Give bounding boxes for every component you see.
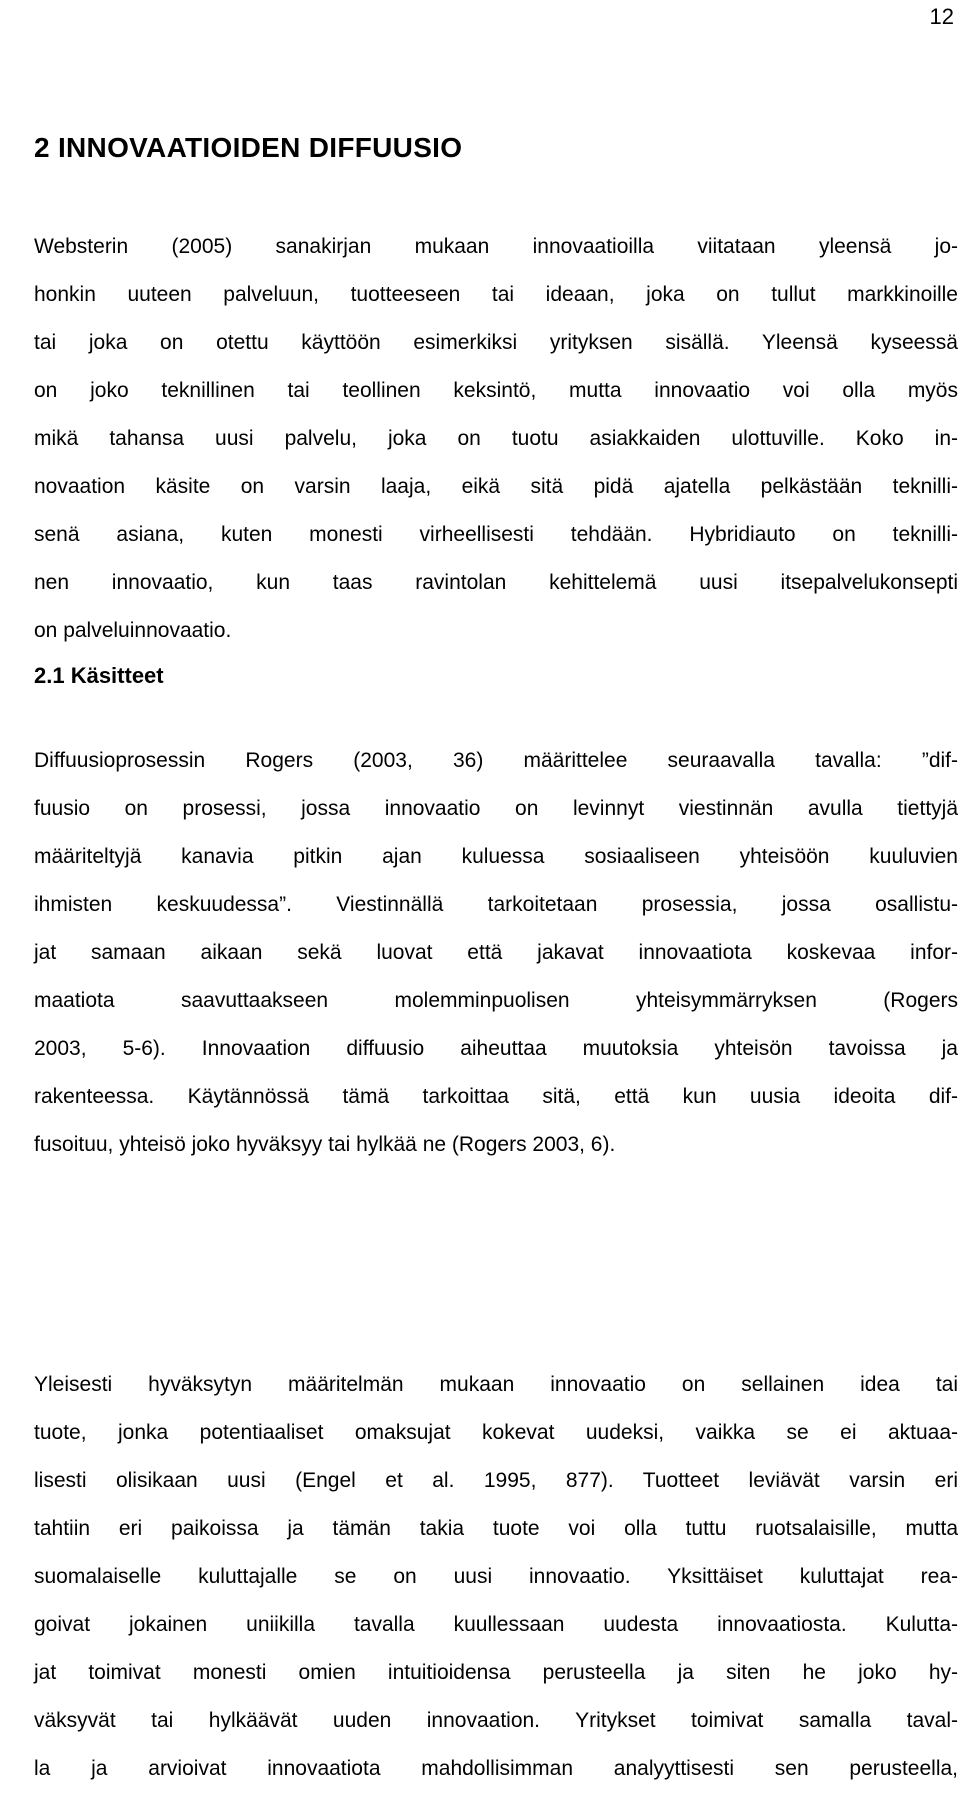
paragraph-intro bbox=[34, 223, 958, 655]
text-line: honkin uuteen palveluun, tuotteeseen tai ideaan, joka on tullut markkinoille bbox=[34, 283, 958, 306]
section-heading: 2.1 Käsitteet bbox=[34, 663, 164, 688]
text-line: jat samaan aikaan sekä luovat että jakavat innovaatiota koskevaa infor- bbox=[34, 941, 958, 964]
text-line: nen innovaatio, kun taas ravintolan kehittelemä uusi itsepalvelukonsepti bbox=[34, 571, 958, 594]
text-line: määriteltyjä kanavia pitkin ajan kuluessa sosiaaliseen yhteisöön kuuluvien bbox=[34, 845, 958, 868]
paragraph-innovation-definition bbox=[34, 1361, 958, 1793]
text-line: 2003, 5-6). Innovaation diffuusio aiheuttaa muutoksia yhteisön tavoissa ja bbox=[34, 1037, 958, 1060]
text-line: fusoituu, yhteisö joko hyväksyy tai hylkää ne (Rogers 2003, 6). bbox=[34, 1133, 616, 1156]
text-line: väksyvät tai hylkäävät uuden innovaation. Yritykset toimivat samalla taval- bbox=[34, 1709, 958, 1732]
paragraph-diffusion-definition bbox=[34, 737, 958, 1169]
text-line: la ja arvioivat innovaatiota mahdollisimman analyyttisesti sen perusteella, bbox=[34, 1757, 958, 1780]
text-line: mikä tahansa uusi palvelu, joka on tuotu asiakkaiden ulottuville. Koko in- bbox=[34, 427, 958, 450]
text-line: jat toimivat monesti omien intuitioidensa perusteella ja siten he joko hy- bbox=[34, 1661, 958, 1684]
text-line: suomalaiselle kuluttajalle se on uusi innovaatio. Yksittäiset kuluttajat rea- bbox=[34, 1565, 958, 1588]
text-line: on joko teknillinen tai teollinen keksintö, mutta innovaatio voi olla myös bbox=[34, 379, 958, 402]
text-line: Yleisesti hyväksytyn määritelmän mukaan innovaatio on sellainen idea tai bbox=[34, 1373, 958, 1396]
text-line: lisesti olisikaan uusi (Engel et al. 1995, 877). Tuotteet leviävät varsin eri bbox=[34, 1469, 958, 1492]
text-line: tahtiin eri paikoissa ja tämän takia tuote voi olla tuttu ruotsalaisille, mutta bbox=[34, 1517, 958, 1540]
text-line: maatiota saavuttaakseen molemminpuolisen yhteisymmärryksen (Rogers bbox=[34, 989, 958, 1012]
page-number: 12 bbox=[929, 4, 954, 29]
text-line: goivat jokainen uniikilla tavalla kuullessaan uudesta innovaatiosta. Kulutta- bbox=[34, 1613, 958, 1636]
text-line: rakenteessa. Käytännössä tämä tarkoittaa sitä, että kun uusia ideoita dif- bbox=[34, 1085, 958, 1108]
text-line: senä asiana, kuten monesti virheellisesti tehdään. Hybridiauto on teknilli- bbox=[34, 523, 958, 546]
text-line: on palveluinnovaatio. bbox=[34, 619, 232, 642]
text-line: Websterin (2005) sanakirjan mukaan innovaatioilla viitataan yleensä jo- bbox=[34, 235, 958, 258]
text-line: tuote, jonka potentiaaliset omaksujat kokevat uudeksi, vaikka se ei aktuaa- bbox=[34, 1421, 958, 1444]
text-line: ihmisten keskuudessa”. Viestinnällä tarkoitetaan prosessia, jossa osallistu- bbox=[34, 893, 958, 916]
text-line: novaation käsite on varsin laaja, eikä sitä pidä ajatella pelkästään teknilli- bbox=[34, 475, 958, 498]
chapter-heading: 2 INNOVAATIOIDEN DIFFUUSIO bbox=[34, 132, 463, 163]
text-line: fuusio on prosessi, jossa innovaatio on levinnyt viestinnän avulla tiettyjä bbox=[34, 797, 958, 820]
text-line: Diffuusioprosessin Rogers (2003, 36) määrittelee seuraavalla tavalla: ”dif- bbox=[34, 749, 958, 772]
text-line: tai joka on otettu käyttöön esimerkiksi yrityksen sisällä. Yleensä kyseessä bbox=[34, 331, 958, 354]
